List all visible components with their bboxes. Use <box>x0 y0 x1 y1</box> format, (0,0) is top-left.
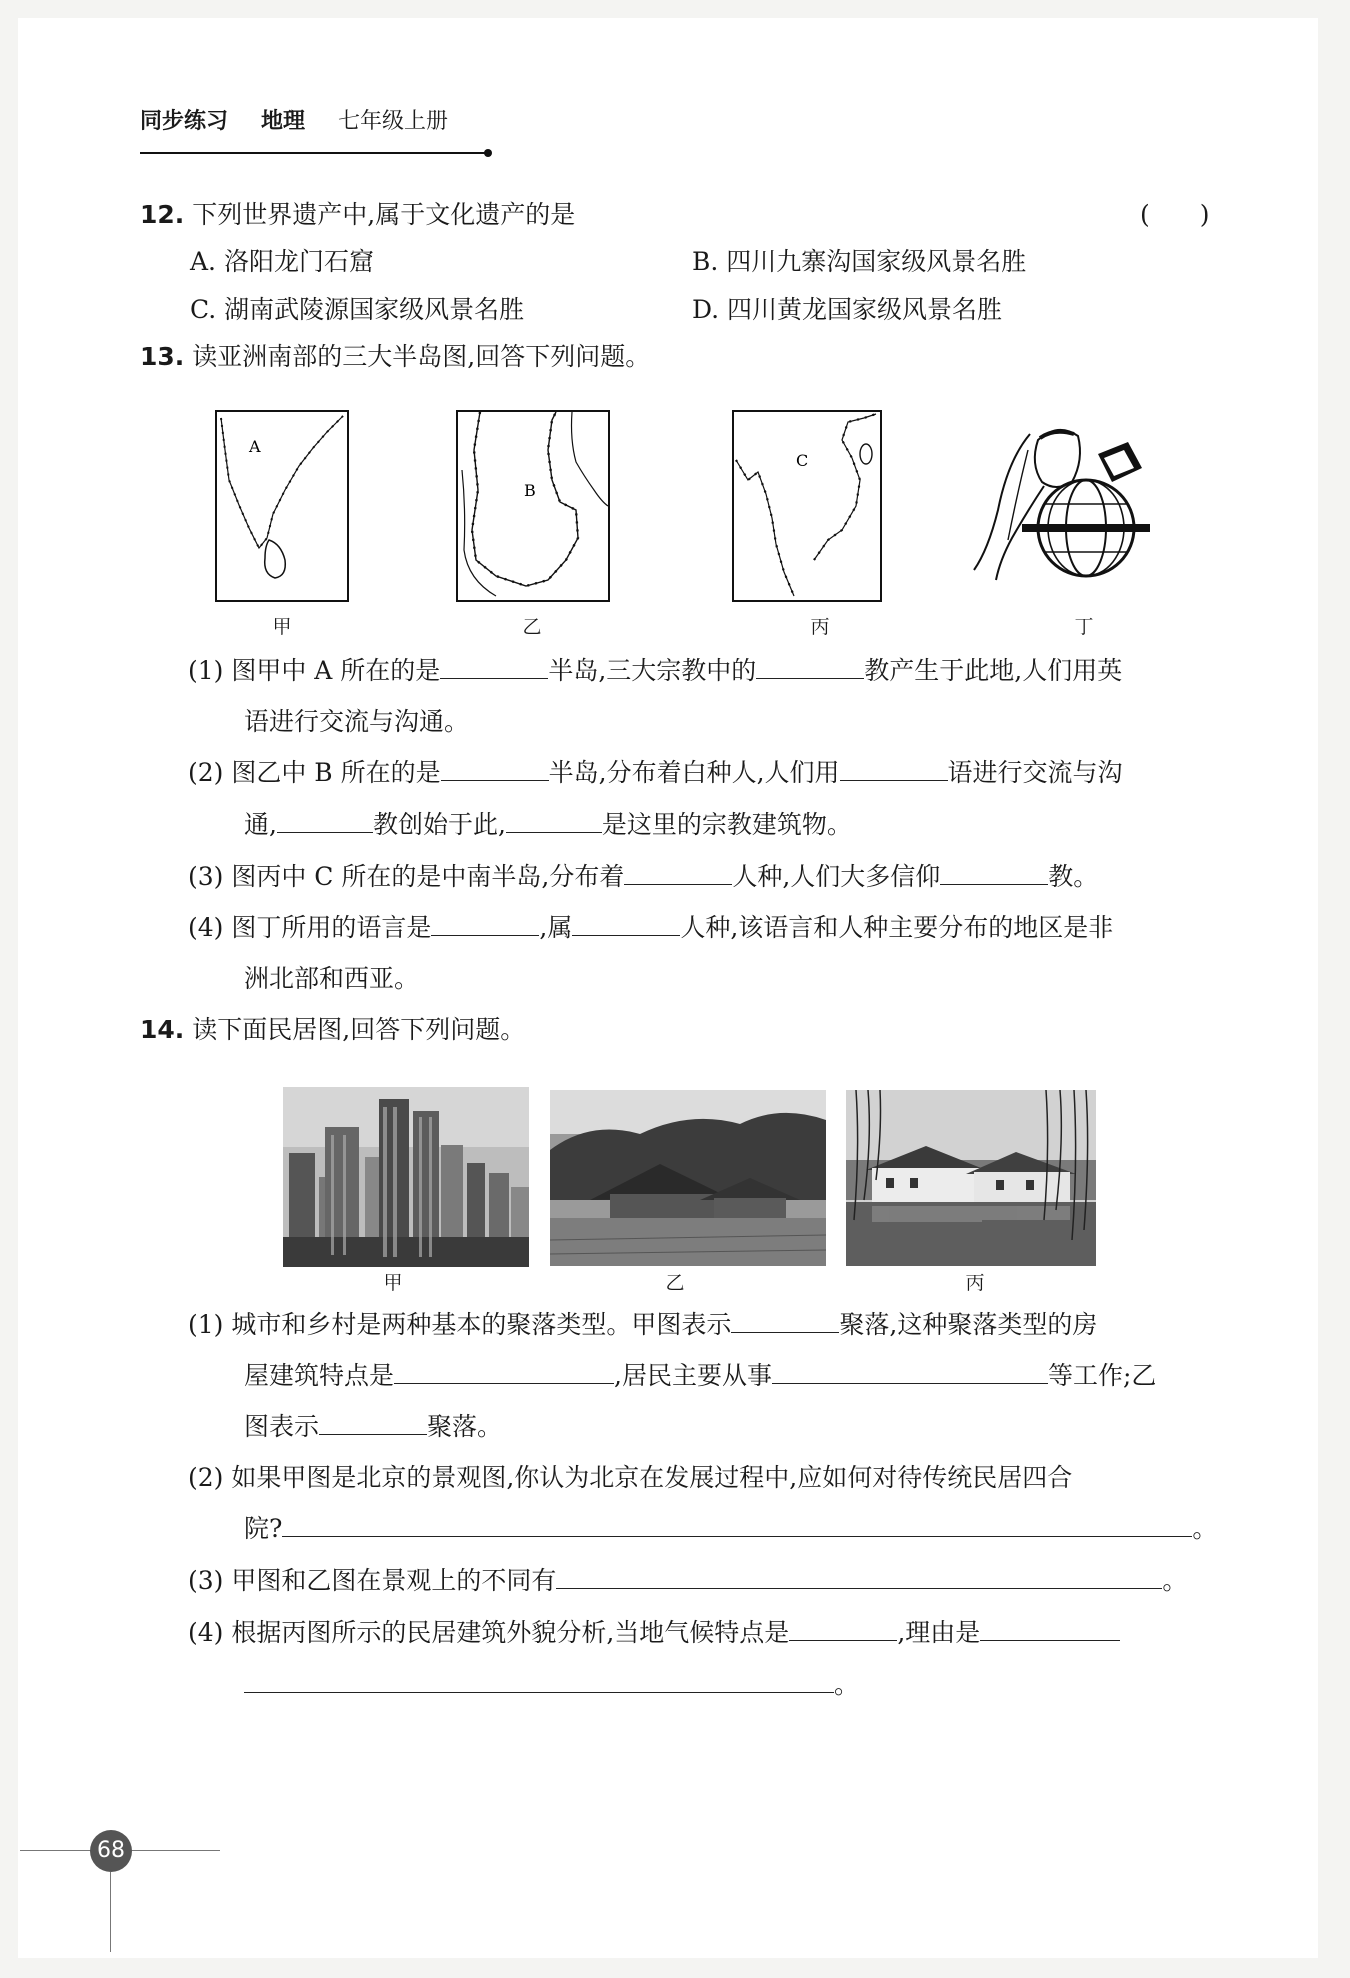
header-rule <box>140 152 488 154</box>
map-label-b: B <box>524 481 536 500</box>
map-label-a: A <box>249 437 261 456</box>
answer-blank[interactable] <box>282 1514 1192 1537</box>
photo-water-village <box>846 1090 1096 1266</box>
q14-stem: 读下面民居图,回答下列问题。 <box>192 1015 526 1044</box>
caption-jia: 甲 <box>272 616 292 638</box>
map-label-c: C <box>796 451 809 470</box>
answer-blank[interactable] <box>244 1670 834 1693</box>
q12-stem-line <box>140 200 575 230</box>
answer-blank[interactable] <box>756 656 864 679</box>
q14-sub4-line2: 。 <box>244 1670 859 1700</box>
q13-sub3-line1: (3) 图丙中 C 所在的是中南半岛,分布着 人种,人们大多信仰 教。 <box>188 862 1099 891</box>
answer-blank[interactable] <box>431 913 539 936</box>
caption-bing: 丙 <box>810 616 830 638</box>
q13-sub1-line1: (1) 图甲中 A 所在的是 半岛,三大宗教中的 教产生于此地,人们用英 <box>188 656 1123 685</box>
q13-sub4-line1: (4) 图丁所用的语言是 ,属 人种,该语言和人种主要分布的地区是非 <box>188 913 1114 942</box>
map-indochina-peninsula <box>732 410 882 602</box>
answer-blank[interactable] <box>394 1361 614 1384</box>
answer-blank[interactable] <box>506 810 602 833</box>
q13-sub2-line1: (2) 图乙中 B 所在的是 半岛,分布着白种人,人们用 语进行交流与沟 <box>188 758 1123 787</box>
answer-blank[interactable] <box>731 1310 839 1333</box>
q13-sub4-line2: 洲北部和西亚。 <box>244 964 420 993</box>
page-number-rule-vertical <box>110 1872 111 1952</box>
answer-blank[interactable] <box>572 913 680 936</box>
q14-sub1-line1: (1) 城市和乡村是两种基本的聚落类型。甲图表示 聚落,这种聚落类型的房 <box>188 1310 1098 1339</box>
q13-sub1-line2: 语进行交流与沟通。 <box>244 707 470 736</box>
arab-figure-with-globe-illustration <box>968 420 1158 590</box>
q14-sub2-line1: (2) 如果甲图是北京的景观图,你认为北京在发展过程中,应如何对待传统民居四合 <box>188 1463 1073 1492</box>
photo-caption-jia: 甲 <box>383 1272 403 1294</box>
page-number: 68 <box>90 1830 132 1872</box>
map-arabian-peninsula <box>456 410 610 602</box>
answer-blank[interactable] <box>624 862 732 885</box>
q14-number: 14. <box>140 1015 185 1044</box>
q14-sub2-line2: 院? 。 <box>244 1514 1218 1543</box>
q12-option-c: C. 湖南武陵源国家级风景名胜 <box>190 295 525 324</box>
q12-option-b: B. 四川九寨沟国家级风景名胜 <box>692 247 1027 276</box>
answer-blank[interactable] <box>319 1412 427 1435</box>
q13-stem: 读亚洲南部的三大半岛图,回答下列问题。 <box>192 342 651 371</box>
q12-stem: 下列世界遗产中,属于文化遗产的是 <box>192 200 576 229</box>
q14-sub1-line2: 屋建筑特点是 ,居民主要从事 等工作;乙 <box>244 1361 1157 1390</box>
running-header <box>140 104 448 135</box>
q14-sub1-line3: 图表示 聚落。 <box>244 1412 503 1441</box>
q14-sub4-line1: (4) 根据丙图所示的民居建筑外貌分析,当地气候特点是 ,理由是 <box>188 1618 1120 1648</box>
q14-sub3-line1: (3) 甲图和乙图在景观上的不同有 。 <box>188 1566 1188 1595</box>
header-book: 同步练习 <box>140 109 229 134</box>
answer-blank[interactable] <box>556 1566 1162 1589</box>
answer-blank[interactable] <box>840 758 948 781</box>
q12-number: 12. <box>140 200 185 229</box>
answer-blank[interactable] <box>440 656 548 679</box>
q12-option-a: A. 洛阳龙门石窟 <box>190 247 374 276</box>
q13-stem-line <box>140 342 650 372</box>
photo-caption-bing: 丙 <box>965 1272 985 1294</box>
q13-sub2-line2: 通, 教创始于此, 是这里的宗教建筑物。 <box>244 810 852 839</box>
photo-city-skyline <box>283 1087 529 1267</box>
header-subject: 地理 <box>261 109 306 134</box>
answer-blank[interactable] <box>277 810 373 833</box>
header-rule-dot <box>484 149 492 157</box>
answer-blank[interactable] <box>940 862 1048 885</box>
answer-blank[interactable] <box>441 758 549 781</box>
photo-rural-houses <box>550 1090 826 1266</box>
photo-caption-yi: 乙 <box>665 1272 685 1294</box>
caption-ding: 丁 <box>1074 616 1094 638</box>
q12-option-d: D. 四川黄龙国家级风景名胜 <box>692 295 1003 324</box>
q12-answer-bracket: ( ) <box>1140 200 1210 229</box>
answer-blank[interactable] <box>980 1618 1120 1641</box>
answer-blank[interactable] <box>772 1361 1048 1384</box>
answer-blank[interactable] <box>789 1618 897 1641</box>
q14-stem-line <box>140 1015 525 1045</box>
header-grade: 七年级上册 <box>338 109 449 134</box>
map-india-peninsula <box>215 410 349 602</box>
q13-number: 13. <box>140 342 185 371</box>
caption-yi: 乙 <box>522 616 542 638</box>
